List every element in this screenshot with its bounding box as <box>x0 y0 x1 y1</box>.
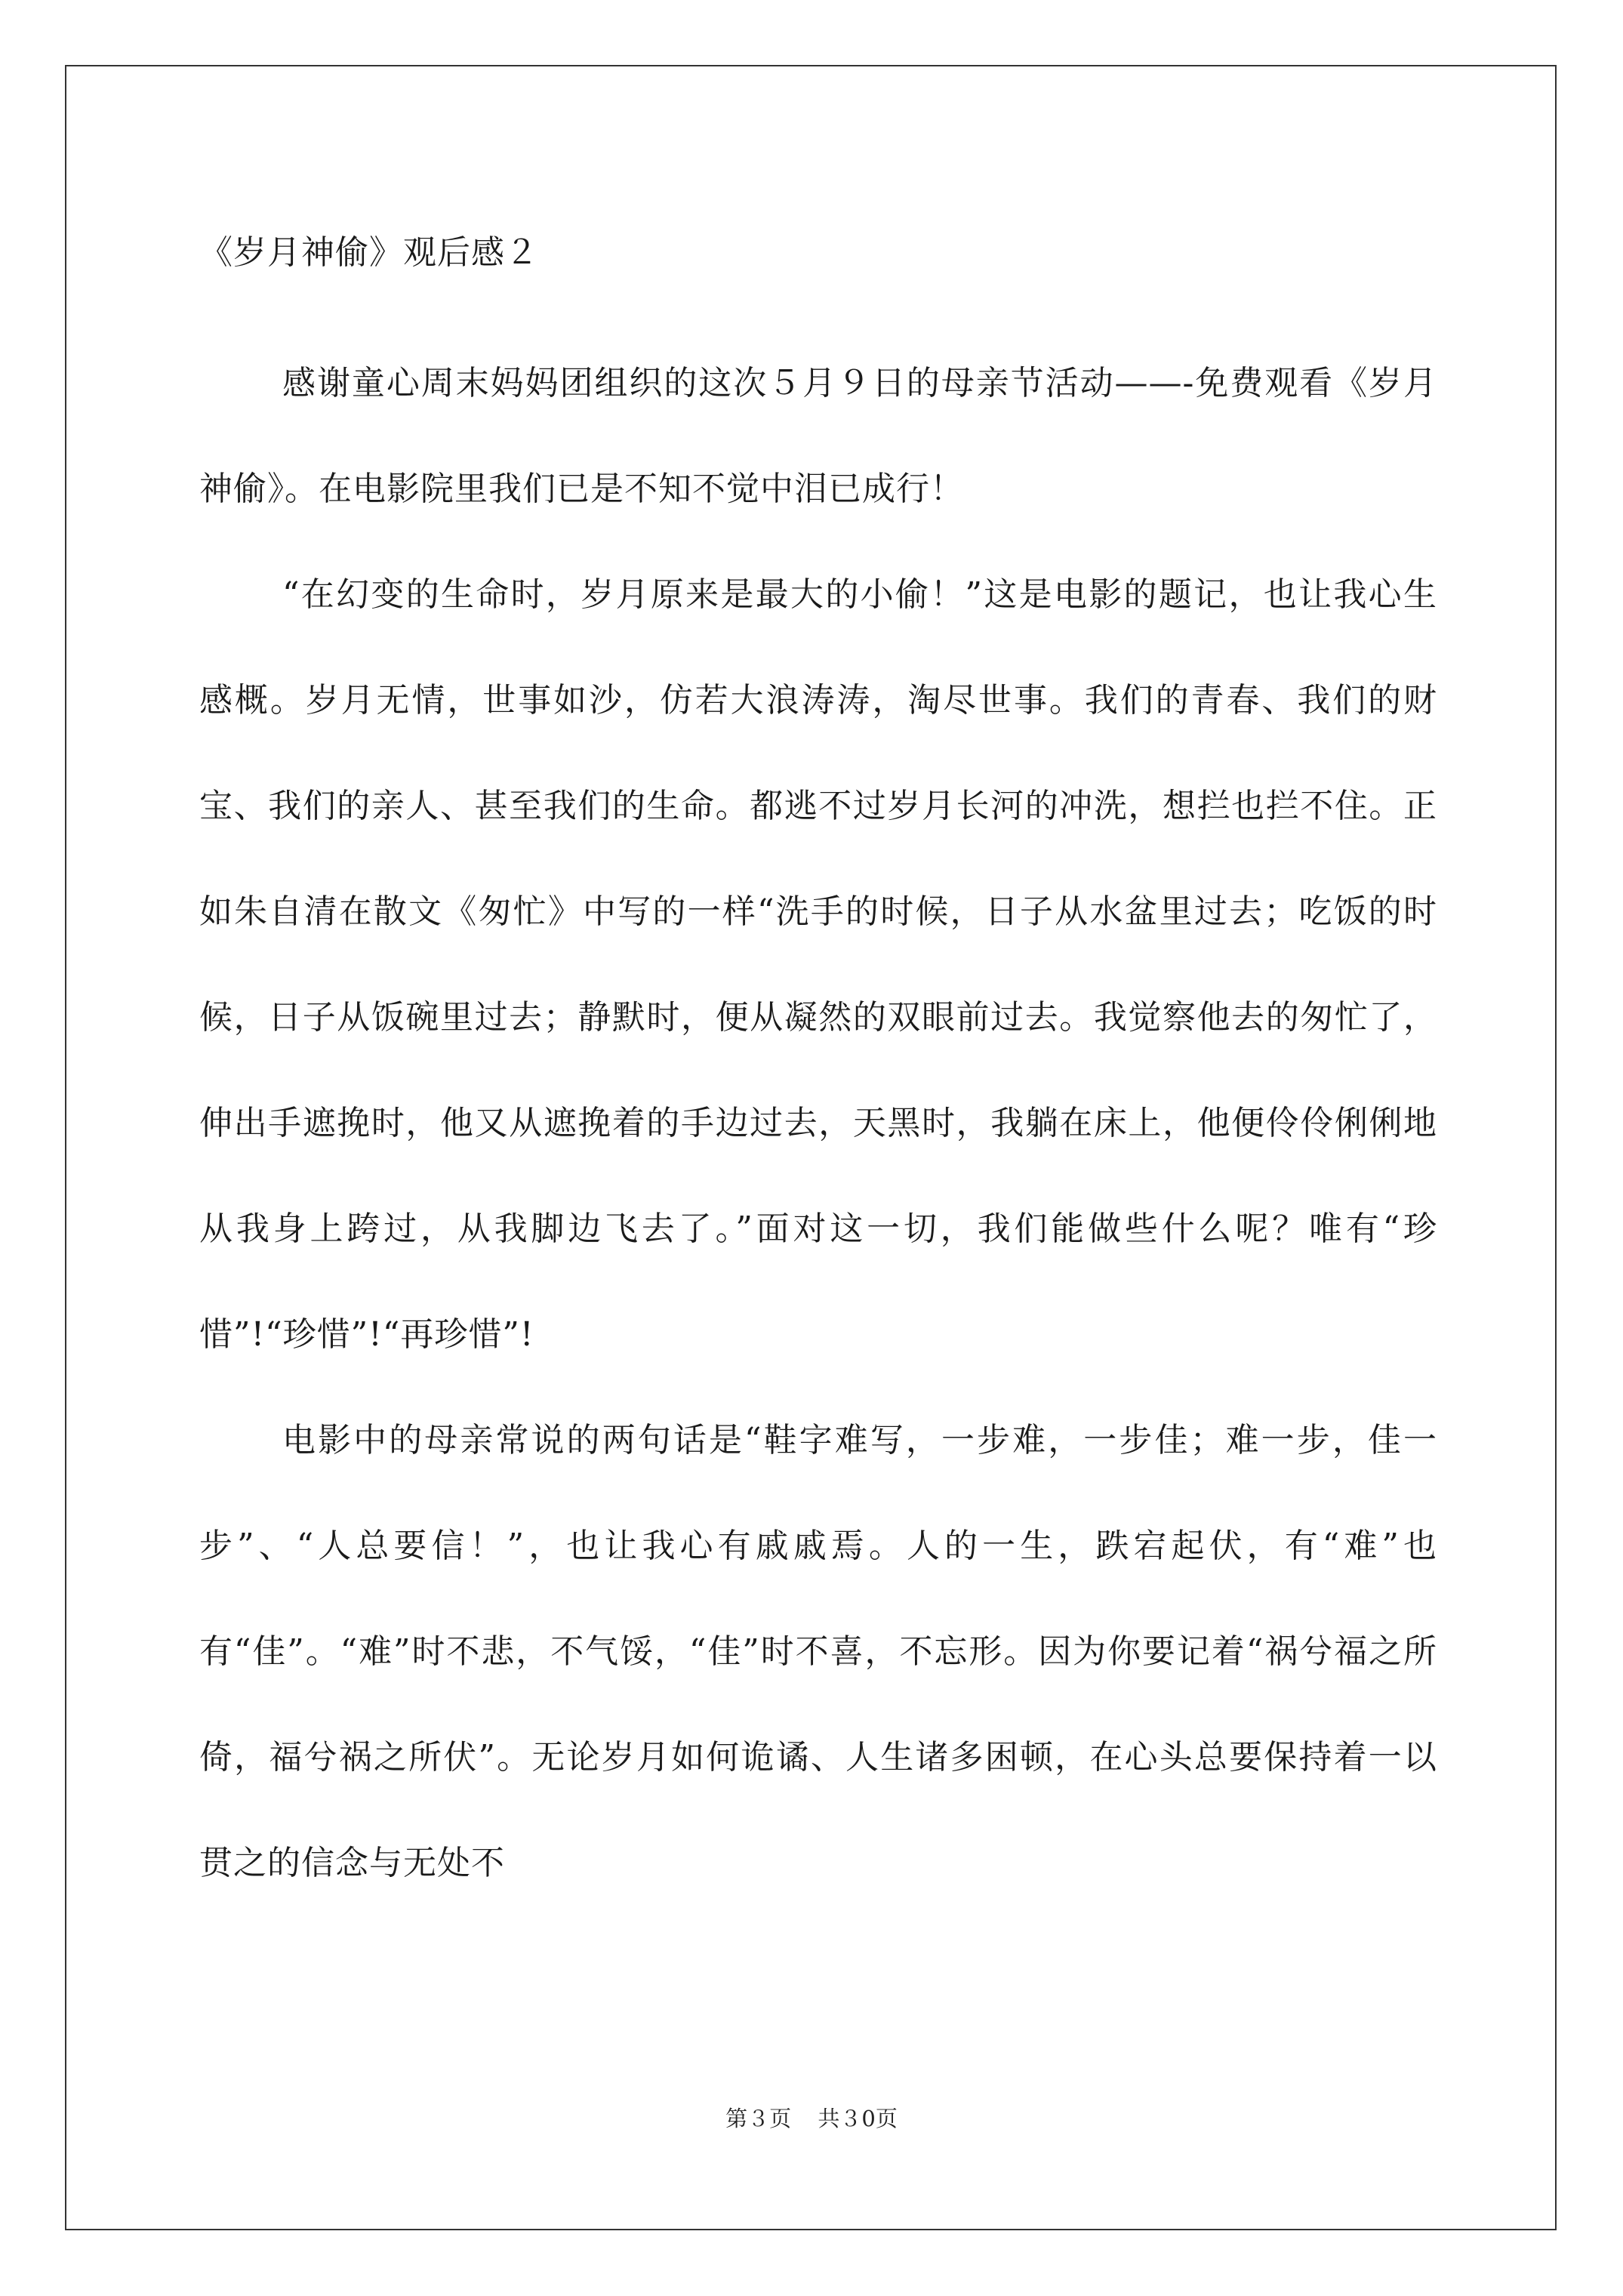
page-number: 第３页 <box>725 2106 792 2131</box>
paragraph-3: 电影中的母亲常说的两句话是“鞋字难写，一步难，一步佳；难一步，佳一步”、“人总要信！”，也让我心有戚戚焉。人的一生，跌宕起伏，有“难”也有“佳”。“难”时不悲，不气馁，“佳”时不喜，不忘形。因为你要记着“祸兮福之所倚，福兮祸之所伏”。无论岁月如何诡谲、人生诸多困顿，在心头总要保持着一以贯之的信念与无处不 <box>199 1421 1437 1882</box>
document-title: 《岁月神偷》观后感２ <box>199 233 539 272</box>
paragraph-2: “在幻变的生命时，岁月原来是最大的小偷！”这是电影的题记，也让我心生感概。岁月无情，世事如沙，仿若大浪涛涛，淘尽世事。我们的青春、我们的财宝、我们的亲人、甚至我们的生命。都逃不过岁月长河的冲洗，想拦也拦不住。正如朱自清在散文《匆忙》中写的一样“洗手的时候，日子从水盆里过去；吃饭的时候，日子从饭碗里过去；静默时，便从凝然的双眼前过去。我觉察他去的匆忙了，伸出手遮挽时，他又从遮挽着的手边过去，天黑时，我躺在床上，他便伶伶俐俐地从我身上跨过，从我脚边飞去了。”面对这一切，我们能做些什么呢？唯有“珍惜”!“珍惜”!“再珍惜”! <box>199 575 1437 1354</box>
paragraph-1: 感谢童心周末妈妈团组织的这次５月９日的母亲节活动——-免费观看《岁月神偷》。在电影院里我们已是不知不觉中泪已成行！ <box>199 364 1437 508</box>
document-body <box>199 219 1437 1916</box>
page-footer <box>0 2102 1623 2133</box>
page-total: 共３0页 <box>818 2106 898 2131</box>
